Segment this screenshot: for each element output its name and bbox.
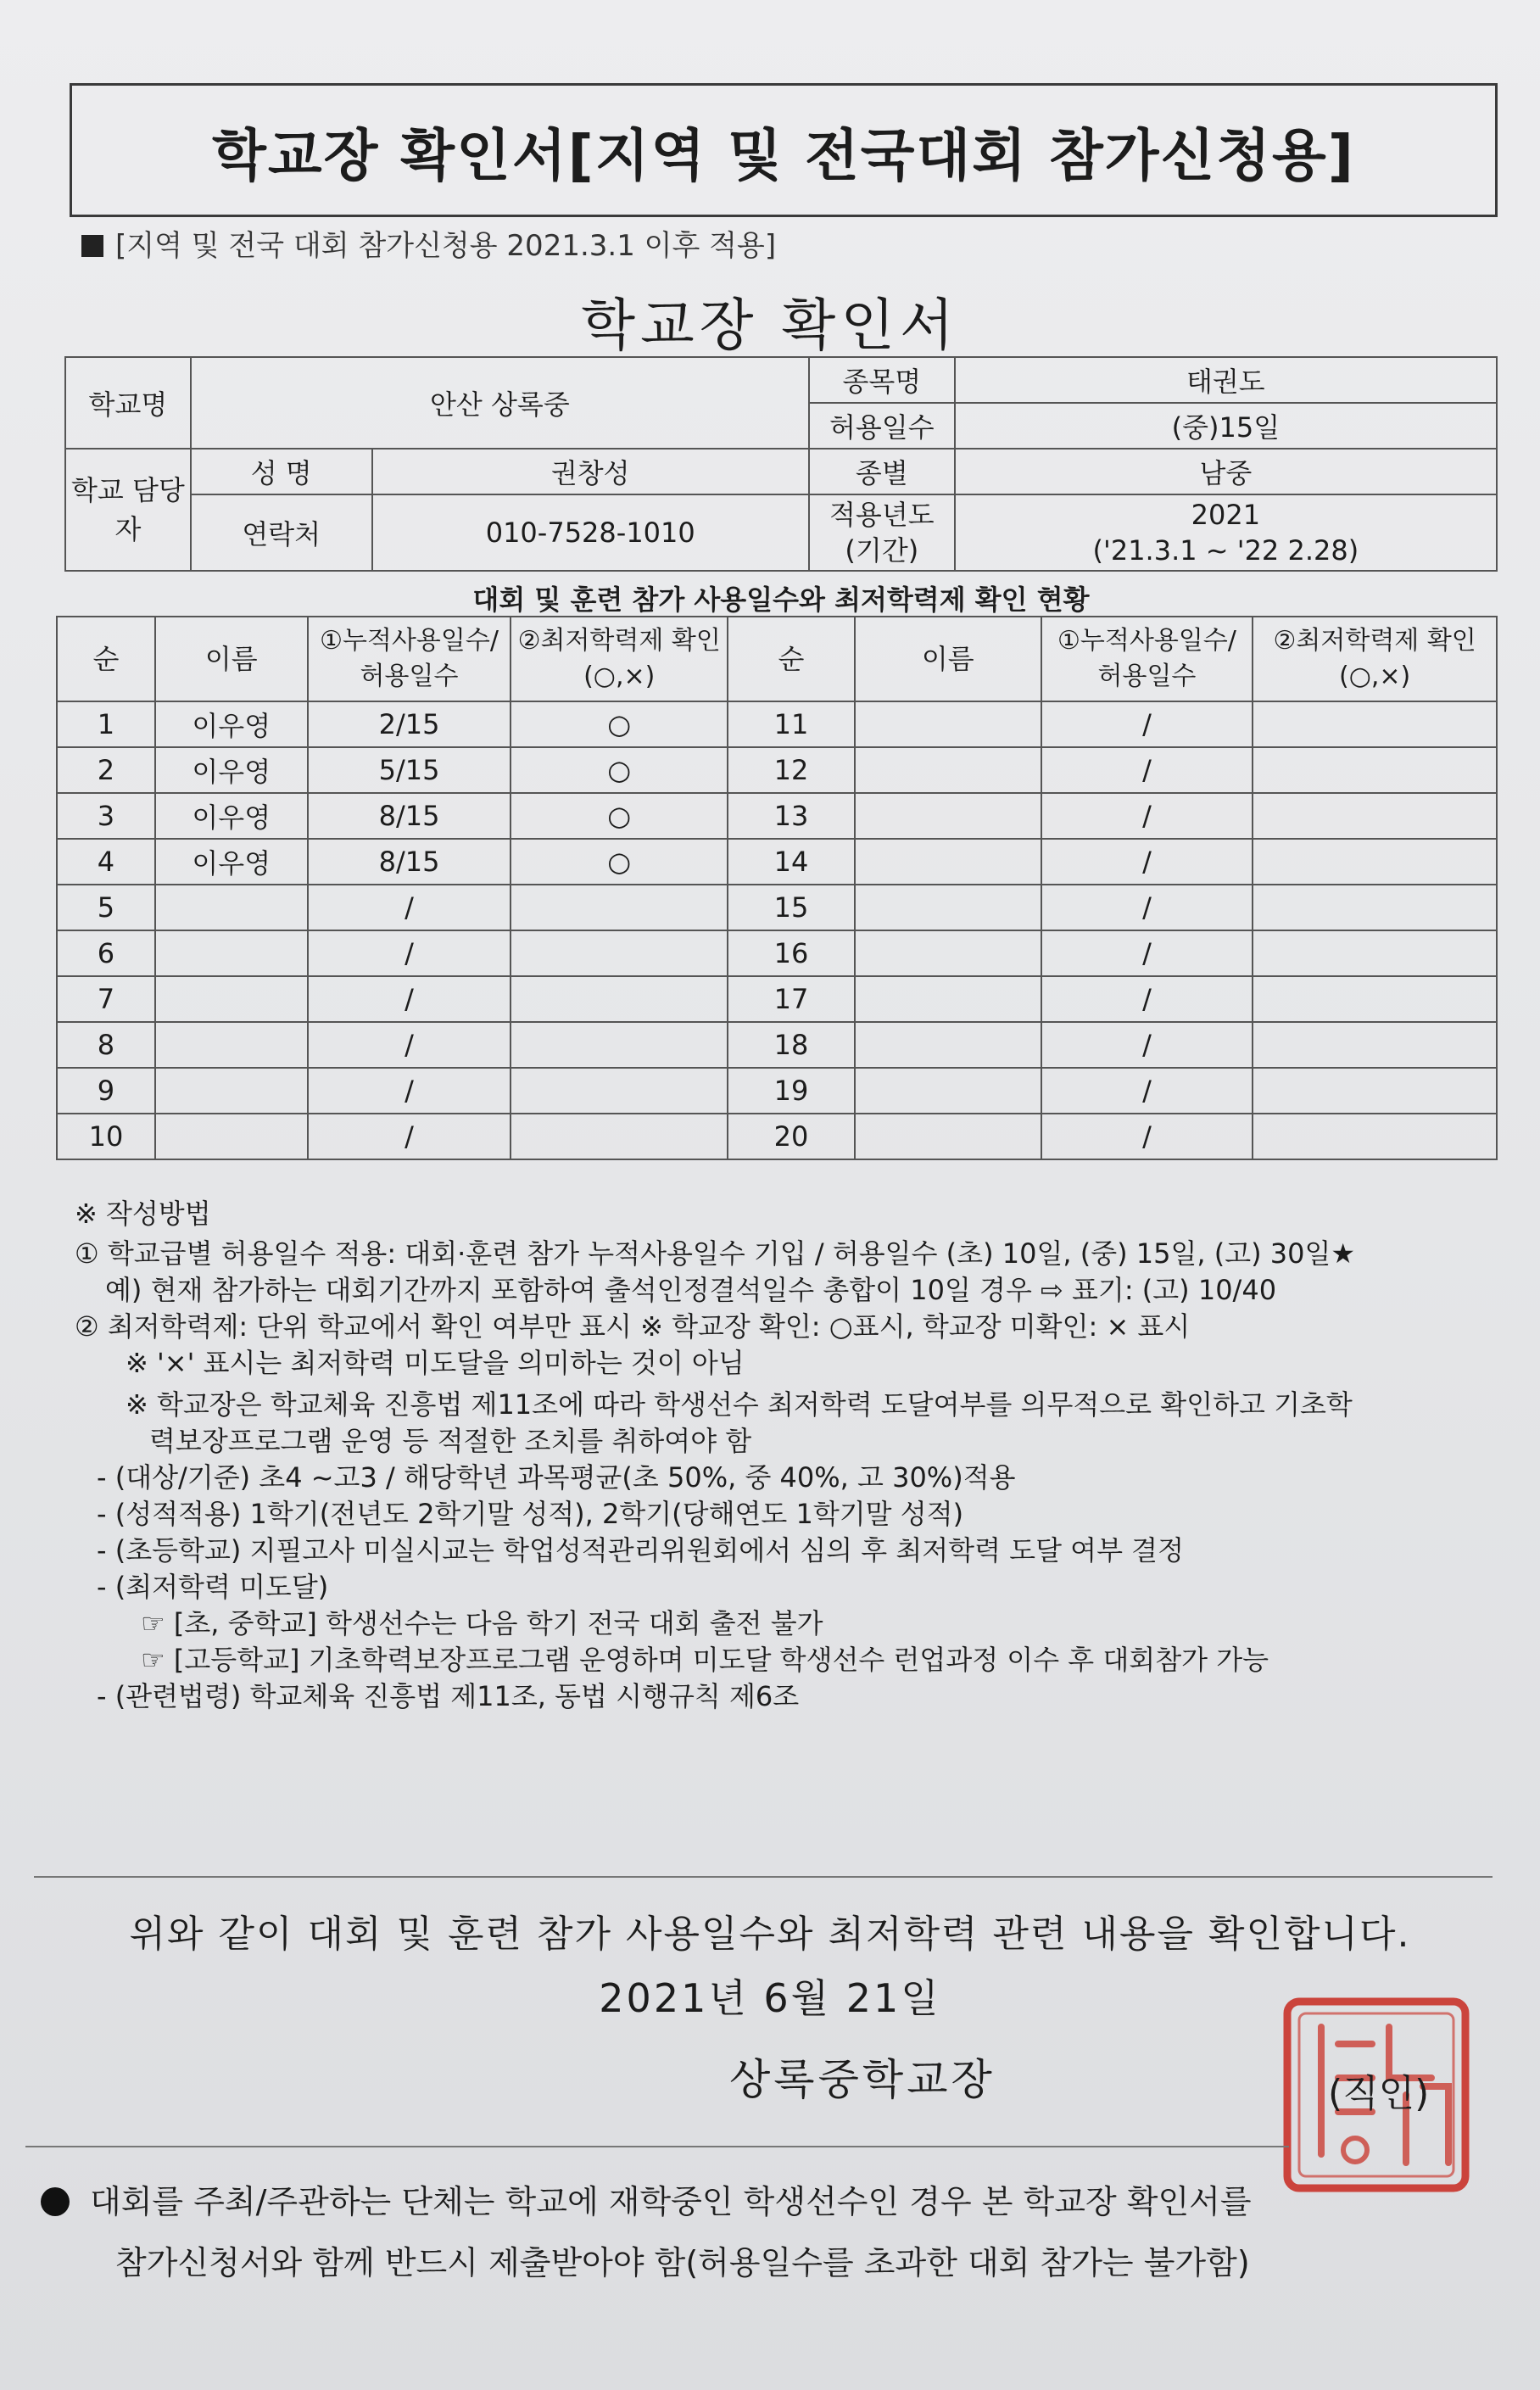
min-grade-check — [1253, 1022, 1497, 1068]
used-days: / — [1041, 1068, 1253, 1114]
row-number: 8 — [57, 1022, 155, 1068]
main-title: 학교장 확인서 — [581, 293, 959, 358]
min-grade-check — [511, 1022, 728, 1068]
instruction-line: 력보장프로그램 운영 등 적절한 조치를 취하여야 함 — [149, 1425, 752, 1457]
student-name — [155, 930, 308, 976]
used-days: / — [308, 930, 511, 976]
used-days: 8/15 — [308, 839, 511, 885]
row-number: 3 — [57, 793, 155, 839]
used-days: 5/15 — [308, 747, 511, 793]
instruction-line: - (초등학교) 지필고사 미실시교는 학업성적관리위원회에서 심의 후 최저학력 도달 여부 결정 — [97, 1534, 1184, 1566]
student-name — [855, 747, 1041, 793]
used-days: / — [1041, 885, 1253, 930]
table-row — [57, 1114, 1497, 1159]
used-days: / — [1041, 701, 1253, 747]
divider — [25, 2146, 1289, 2147]
instructions-section — [75, 1196, 1508, 1715]
period-value: ('21.3.1 ~ '22 2.28) — [1092, 534, 1359, 567]
row-number: 17 — [728, 976, 855, 1022]
student-name — [855, 793, 1041, 839]
table-row — [57, 747, 1497, 793]
row-number: 15 — [728, 885, 855, 930]
row-number: 6 — [57, 930, 155, 976]
row-number: 10 — [57, 1114, 155, 1159]
table-header-row — [57, 617, 1497, 701]
min-grade-check — [1253, 701, 1497, 747]
student-name — [855, 885, 1041, 930]
row-number: 7 — [57, 976, 155, 1022]
year-label: 적용년도 (기간) — [809, 494, 955, 571]
min-grade-check — [1253, 885, 1497, 930]
min-grade-check: ○ — [511, 701, 728, 747]
min-grade-check — [1253, 976, 1497, 1022]
used-days: / — [1041, 839, 1253, 885]
min-grade-check — [511, 976, 728, 1022]
school-info-table — [64, 356, 1498, 572]
row-number: 18 — [728, 1022, 855, 1068]
min-grade-check — [1253, 839, 1497, 885]
min-grade-check — [1253, 747, 1497, 793]
min-grade-check — [511, 1114, 728, 1159]
instruction-line: - (성적적용) 1학기(전년도 2학기말 성적), 2학기(당해연도 1학기말 성적) — [97, 1498, 964, 1530]
min-grade-check: ○ — [511, 747, 728, 793]
used-days: / — [308, 885, 511, 930]
row-number: 11 — [728, 701, 855, 747]
min-grade-check — [1253, 793, 1497, 839]
student-name — [155, 1114, 308, 1159]
event-label: 종목명 — [809, 357, 955, 403]
student-name: 이우영 — [155, 793, 308, 839]
year-value: 2021 — [1191, 499, 1261, 531]
student-name: 이우영 — [155, 839, 308, 885]
min-grade-check — [511, 885, 728, 930]
student-name — [155, 1068, 308, 1114]
row-number: 12 — [728, 747, 855, 793]
table-row — [57, 701, 1497, 747]
table-row — [57, 793, 1497, 839]
student-name — [855, 1114, 1041, 1159]
col-header: 순 — [728, 617, 855, 701]
instruction-line: - (최저학력 미도달) — [97, 1571, 329, 1603]
col-header: 이름 — [855, 617, 1041, 701]
bullet-icon — [41, 2187, 70, 2216]
event-value: 태권도 — [955, 357, 1497, 403]
notice-line: 참가신청서와 함께 반드시 제출받아야 함(허용일수를 초과한 대회 참가는 불가함) — [115, 2244, 1250, 2281]
instruction-line: ※ 학교장은 학교체육 진흥법 제11조에 따라 학생선수 최저학력 도달여부를 의무적으로 확인하고 기초학 — [126, 1388, 1353, 1421]
col-header: 이름 — [155, 617, 308, 701]
student-name — [155, 885, 308, 930]
min-grade-check — [1253, 1114, 1497, 1159]
used-days: / — [308, 1068, 511, 1114]
instruction-line: - (대상/기준) 초4 ~고3 / 해당학년 과목평균(초 50%, 중 40%, 고 30%)적용 — [97, 1461, 1016, 1494]
min-grade-check — [511, 930, 728, 976]
used-days: 2/15 — [308, 701, 511, 747]
instruction-line: ☞ [초, 중학교] 학생선수는 다음 학기 전국 대회 출전 불가 — [141, 1607, 823, 1639]
table-row — [57, 839, 1497, 885]
table-row — [57, 885, 1497, 930]
instruction-line: ① 학교급별 허용일수 적용: 대회·훈련 참가 누적사용일수 기입 / 허용일수 (초) 10일, (중) 15일, (고) 30일★ — [75, 1237, 1356, 1270]
instruction-line: ☞ [고등학교] 기초학력보장프로그램 운영하며 미도달 학생선수 런업과정 이수 후 대회참가 가능 — [141, 1644, 1269, 1676]
used-days: 8/15 — [308, 793, 511, 839]
table-row — [57, 1068, 1497, 1114]
notice-line — [41, 2171, 1499, 2232]
row-number: 4 — [57, 839, 155, 885]
student-name — [855, 976, 1041, 1022]
issue-date: 2021년 6월 21일 — [599, 1975, 941, 2021]
instruction-line: 예) 현재 참가하는 대회기간까지 포함하여 출석인정결석일수 총합이 10일 경우 ⇨ 표기: (고) 10/40 — [105, 1274, 1277, 1306]
manager-label: 학교 담당자 — [65, 449, 191, 571]
min-grade-check — [1253, 930, 1497, 976]
row-number: 9 — [57, 1068, 155, 1114]
table-row — [57, 930, 1497, 976]
row-number: 19 — [728, 1068, 855, 1114]
row-number: 16 — [728, 930, 855, 976]
student-name — [155, 976, 308, 1022]
instruction-line: - (관련법령) 학교체육 진흥법 제11조, 동법 시행규칙 제6조 — [97, 1680, 800, 1712]
student-name: 이우영 — [155, 701, 308, 747]
school-name-value: 안산 상록중 — [191, 357, 809, 449]
used-days: / — [1041, 793, 1253, 839]
row-number: 2 — [57, 747, 155, 793]
square-bullet-icon — [81, 235, 103, 257]
row-number: 1 — [57, 701, 155, 747]
used-days: / — [1041, 1114, 1253, 1159]
divider — [34, 1876, 1493, 1878]
row-number: 20 — [728, 1114, 855, 1159]
col-header: ②최저학력제 확인(○,×) — [1253, 617, 1497, 701]
min-grade-check: ○ — [511, 793, 728, 839]
col-header: 순 — [57, 617, 155, 701]
used-days: / — [308, 1022, 511, 1068]
min-grade-check: ○ — [511, 839, 728, 885]
contact-label: 연락처 — [191, 494, 372, 571]
notice-text: 대회를 주최/주관하는 단체는 학교에 재학중인 학생선수인 경우 본 학교장 확인서를 — [90, 2183, 1252, 2220]
col-header: ①누적사용일수/ 허용일수 — [308, 617, 511, 701]
contact-value: 010-7528-1010 — [372, 494, 809, 571]
used-days: / — [308, 976, 511, 1022]
row-number: 5 — [57, 885, 155, 930]
student-name — [855, 930, 1041, 976]
status-heading: 대회 및 훈련 참가 사용일수와 최저학력제 확인 현황 — [472, 584, 1090, 616]
seal-label: (직인) — [1328, 2072, 1430, 2115]
row-number: 14 — [728, 839, 855, 885]
instruction-line: ② 최저학력제: 단위 학교에서 확인 여부만 표시 ※ 학교장 확인: ○표시, 학교장 미확인: × 표시 — [75, 1310, 1191, 1343]
confirmation-statement: 위와 같이 대회 및 훈련 참가 사용일수와 최저학력 관련 내용을 확인합니다. — [129, 1913, 1411, 1956]
allowed-days-value: (중)15일 — [955, 403, 1497, 449]
used-days: / — [1041, 930, 1253, 976]
document-header-title: 학교장 확인서[지역 및 전국대회 참가신청용] — [70, 83, 1498, 217]
student-name — [855, 1022, 1041, 1068]
manager-name-value: 권창성 — [372, 449, 809, 494]
used-days: / — [1041, 1022, 1253, 1068]
used-days: / — [308, 1114, 511, 1159]
allowed-days-label: 허용일수 — [809, 403, 955, 449]
instructions-heading: ※ 작성방법 — [75, 1198, 211, 1230]
min-grade-check — [511, 1068, 728, 1114]
col-header: ②최저학력제 확인(○,×) — [511, 617, 728, 701]
submission-notice — [41, 2171, 1499, 2293]
min-grade-check — [1253, 1068, 1497, 1114]
principal-title: 상록중학교장 — [729, 2055, 996, 2104]
year-cell — [955, 494, 1497, 571]
participation-status-table — [56, 616, 1498, 1160]
row-number: 13 — [728, 793, 855, 839]
form-version-text: [지역 및 전국 대회 참가신청용 2021.3.1 이후 적용] — [115, 229, 777, 263]
manager-name-label: 성 명 — [191, 449, 372, 494]
instruction-line: ※ '×' 표시는 최저학력 미도달을 의미하는 것이 아님 — [126, 1347, 745, 1379]
used-days: / — [1041, 747, 1253, 793]
student-name — [155, 1022, 308, 1068]
student-name — [855, 1068, 1041, 1114]
table-row — [57, 976, 1497, 1022]
student-name — [855, 839, 1041, 885]
student-name: 이우영 — [155, 747, 308, 793]
form-version-note — [81, 222, 776, 264]
table-row — [57, 1022, 1497, 1068]
used-days: / — [1041, 976, 1253, 1022]
category-label: 종별 — [809, 449, 955, 494]
student-name — [855, 701, 1041, 747]
category-value: 남중 — [955, 449, 1497, 494]
school-name-label: 학교명 — [65, 357, 191, 449]
col-header: ①누적사용일수/ 허용일수 — [1041, 617, 1253, 701]
